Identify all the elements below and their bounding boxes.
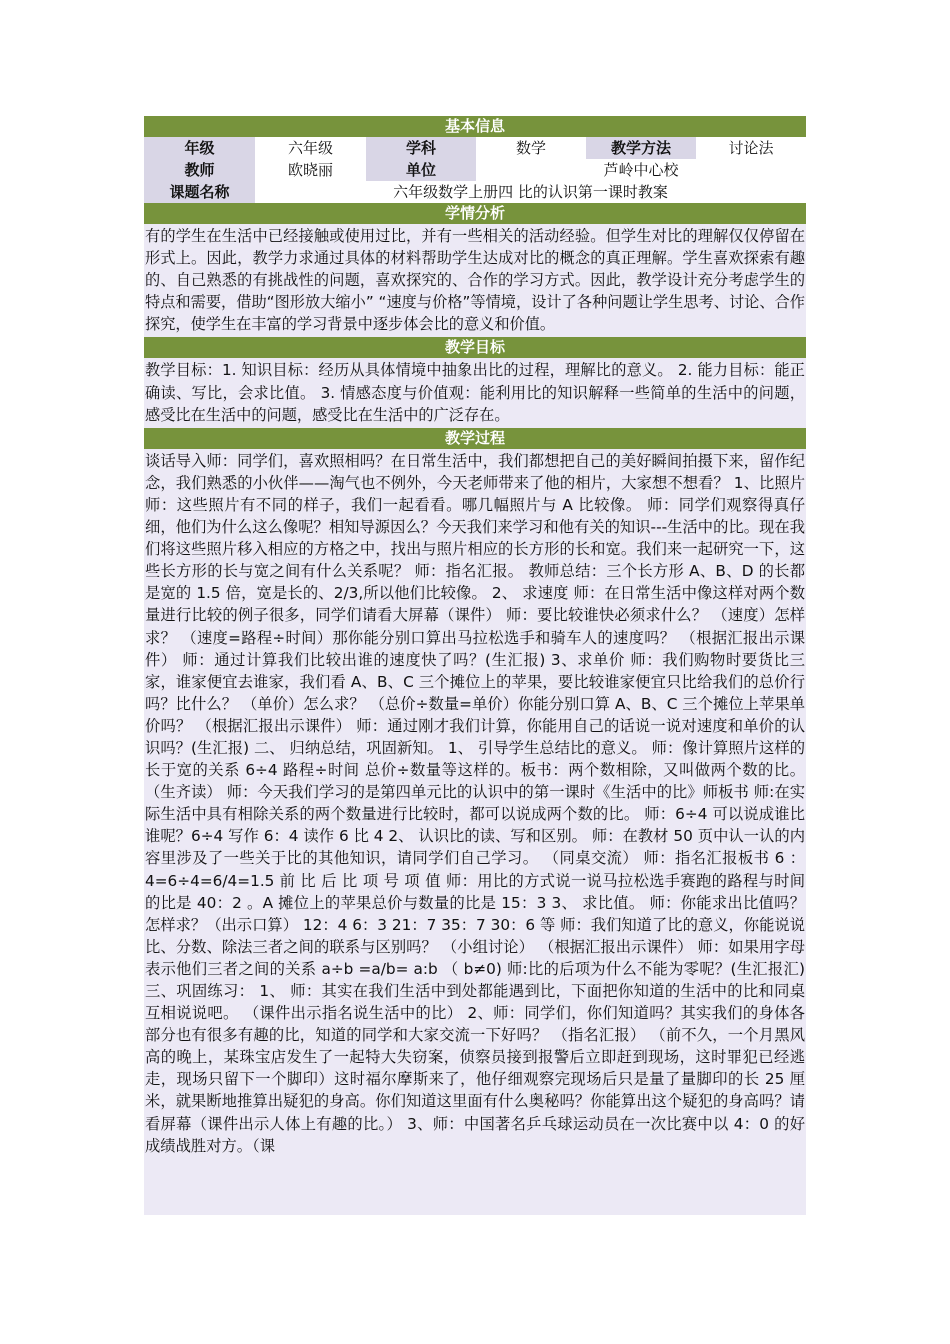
method-value: 讨论法 [696,137,806,159]
lesson-plan-sheet [144,116,806,1215]
subject-label: 学科 [366,137,476,159]
subject-value: 数学 [476,137,586,159]
teaching-process-text: 谈话导入师：同学们，喜欢照相吗？在日常生活中，我们都想把自己的美好瞬间拍摄下来，留作纪念，我们熟悉的小伙伴——淘气也不例外，今天老师带来了他的相片，大家想不想看？ 1、比照片师：这些照片有不同的样子，我们一起看看。哪几幅照片与 A 比较像。 师：同学们观察得真仔细，他们为什么这么像呢？相知导源因么？今天我们来学习和他有关的知识---生活中的比。现在我们将这些照片移入相应的方格之中，找出与照片相应的长方形的长和宽。我们来一起研究一下，这些长方形的长与宽之间有什么关系呢？ 师：指名汇报。 教师总结：三个长方形 A、B、D 的长都是宽的 1.5 倍，宽是长的、2/3,所以他们比较像。 2、 求速度 师：在日常生活中像这样对两个数量进行比较的例子很多，同学们请看大屏幕（课件） 师：要比较谁快必须求什么？ （速度）怎样求？ （速度=路程÷时间）那你能分别口算出马拉松选手和骑车人的速度吗？ （根据汇报出示课件） 师：通过计算我们比较出谁的速度快了吗？(生汇报) 3、求单价 师：我们购物时要货比三家，谁家便宜去谁家，我们看 A、B、C 三个摊位上的苹果，要比较谁家便宜只比给我们的总价行吗？比什么？ （单价）怎么求？ （总价÷数量=单价）你能分别口算 A、B、C 三个摊位上苹果单价吗？ （根据汇报出示课件） 师：通过刚才我们计算，你能用自己的话说一说对速度和单价的认识吗？(生汇报) 二、 归纳总结，巩固新知。 1、 引导学生总结比的意义。 师：像计算照片这样的长于宽的关系 6÷4 路程÷时间 总价÷数量等这样的。板书：两个数相除，又叫做两个数的比。 （生齐读） 师：今天我们学习的是第四单元比的认识中的第一课时《生活中的比》师板书 师:在实际生活中具有相除关系的两个数量进行比较时，都可以说成两个数的比。 师：6÷4 可以说成谁比谁呢？6÷4 写作 6：4 读作 6 比 4 2、 认识比的读、写和区别。 师：在教材 50 页中认一认的内容里涉及了一些关于比的其他知识，请同学们自己学习。 （同桌交流） 师：指名汇报板书 6 ： 4=6÷4=6/4=1.5 前 比 后 比 项 号 项 值 师：用比的方式说一说马拉松选手赛跑的路程与时间的比是 40：2 。A 摊位上的苹果总价与数量的比是 15：3 3、 求比值。 师：你能求出比值吗？怎样求？（出示口算） 12：4 6：3 21：7 35：7 30：6 等 师：我们知道了比的意义，你能说说比、分数、除法三者之间的联系与区别吗？ （小组讨论） （根据汇报出示课件） 师：如果用字母表示他们三者之间的关系 a÷b =a/b= a:b （ b≠0) 师:比的后项为什么不能为零呢？(生汇报汇) 三、巩固练习： 1、 师：其实在我们生活中到处都能遇到比，下面把你知道的生活中的比和同桌互相说说吧。 （课件出示指名说生活中的比） 2、师：同学们，你们知道吗？其实我们的身体各部分也有很多有趣的比，知道的同学和大家交流一下好吗？ （指名汇报） （前不久，一个月黑风高的晚上，某珠宝店发生了一起特大失窃案，侦察员接到报警后立即赶到现场，这时罪犯已经逃走，现场只留下一个脚印）这时福尔摩斯来了，他仔细观察完现场后只是量了量脚印的长 25 厘米，就果断地推算出疑犯的身高。你们知道这里面有什么奥秘吗？你能算出这个疑犯的身高吗？请看屏幕（课件出示人体上有趣的比。） 3、师：中国著名乒乓球运动员在一次比赛中以 4：0 的好成绩战胜对方。（课 [144,449,806,1215]
unit-label: 单位 [366,159,476,181]
teaching-goals-text: 教学目标：1. 知识目标：经历从具体情境中抽象出比的过程，理解比的意义。 2. 能力目标：能正确读、写比，会求比值。 3. 情感态度与价值观：能利用比的知识解释一些简单的生活中的问题，感受比在生活中的问题，感受比在生活中的广泛存在。 [144,358,806,427]
method-label: 教学方法 [586,137,696,159]
info-row-teacher [144,159,806,181]
grade-label: 年级 [144,137,255,159]
info-row-grade [144,137,806,159]
student-analysis-text: 有的学生在生活中已经接触或使用过比，并有一些相关的活动经验。但学生对比的理解仅仅停留在形式上。因此，教学力求通过具体的材料帮助学生达成对比的概念的真正理解。学生喜欢探索有趣的、自己熟悉的有挑战性的问题，喜欢探究的、合作的学习方式。因此，教学设计充分考虑学生的特点和需要，借助“图形放大缩小” “速度与价格”等情境，设计了各种问题让学生思考、讨论、合作探究，使学生在丰富的学习背景中逐步体会比的意义和价值。 [144,224,806,337]
section-header-teaching-process: 教学过程 [144,428,806,449]
topic-value: 六年级数学上册四 比的认识第一课时教案 [255,181,806,203]
grade-value: 六年级 [255,137,366,159]
section-header-student-analysis: 学情分析 [144,203,806,224]
teacher-label: 教师 [144,159,255,181]
topic-label: 课题名称 [144,181,255,203]
section-header-teaching-goals: 教学目标 [144,337,806,358]
teacher-value: 欧晓丽 [255,159,366,181]
info-row-topic [144,181,806,203]
unit-value: 芦岭中心校 [476,159,806,181]
section-header-basic-info: 基本信息 [144,116,806,137]
